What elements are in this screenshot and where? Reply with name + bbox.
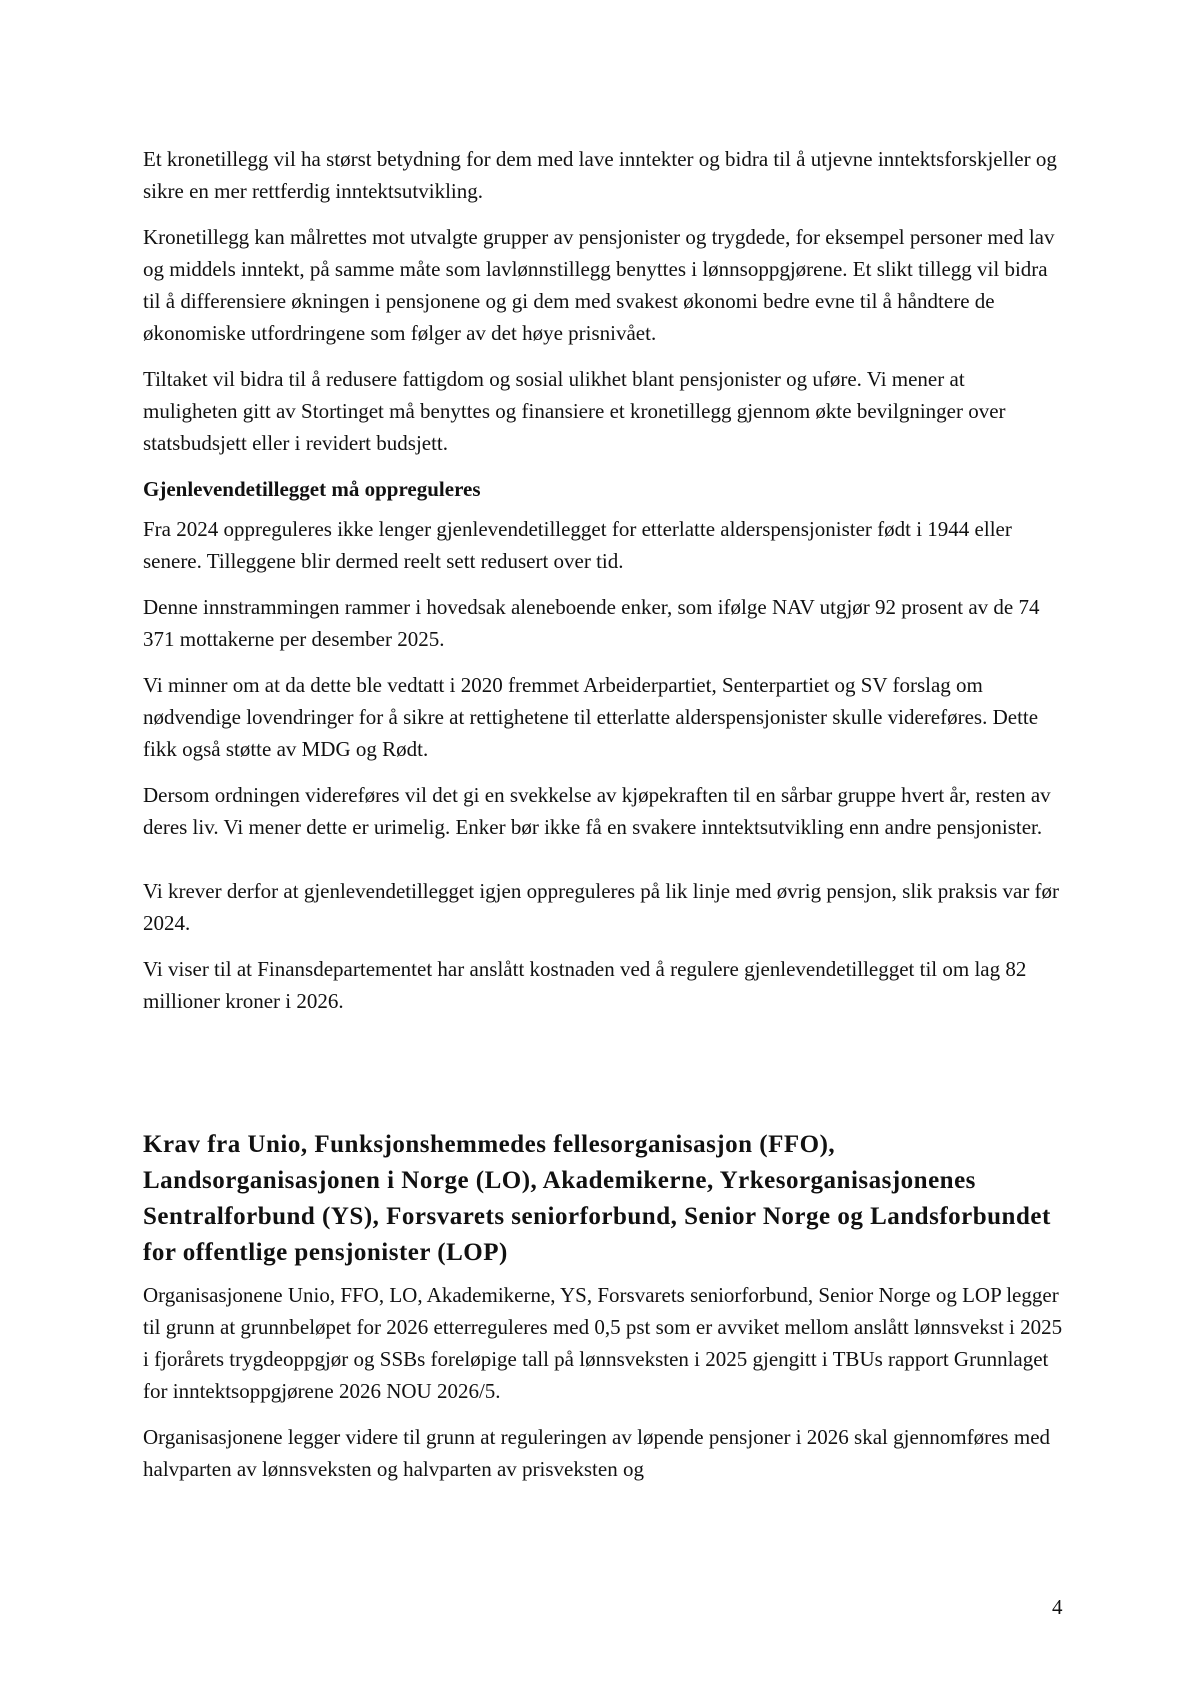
gjenlevende-paragraph-4: Dersom ordningen videreføres vil det gi en svekkelse av kjøpekraften til en sårbar gruppe hvert år, resten av deres liv. Vi mener dette er urimelig. Enker bør ikke få en svakere inntektsutvikling enn andre pensjonister. <box>143 783 1051 839</box>
gjenlevende-heading: Gjenlevendetillegget må oppreguleres <box>143 477 481 501</box>
paragraph-gap <box>143 857 1063 875</box>
krav-paragraph-2: Organisasjonene legger videre til grunn at reguleringen av løpende pensjoner i 2026 skal gjennomføres med halvparten av lønnsveksten og halvparten av prisveksten og <box>143 1425 1051 1481</box>
gjenlevende-paragraph-1: Fra 2024 oppreguleres ikke lenger gjenlevendetillegget for etterlatte alderspensjonister født i 1944 eller senere. Tilleggene blir dermed reelt sett redusert over tid. <box>143 517 1012 573</box>
gjenlevende-paragraph-6: Vi viser til at Finansdepartementet har anslått kostnaden ved å regulere gjenlevendetillegget til om lag 82 millioner kroner i 2026. <box>143 957 1027 1013</box>
gjenlevende-paragraph-2: Denne innstrammingen rammer i hovedsak aleneboende enker, som ifølge NAV utgjør 92 prosent av de 74 371 mottakerne per desember 2025. <box>143 595 1040 651</box>
gjenlevende-paragraph-3: Vi minner om at da dette ble vedtatt i 2020 fremmet Arbeiderpartiet, Senterpartiet og SV forslag om nødvendige lovendringer for å sikre at rettighetene til etterlatte alderspensjonister skulle videreføres. Dette fikk også støtte av MDG og Rødt. <box>143 673 1039 761</box>
krav-paragraph-1: Organisasjonene Unio, FFO, LO, Akademikerne, YS, Forsvarets seniorforbund, Senior Norge og LOP legger til grunn at grunnbeløpet for 2026 etterreguleres med 0,5 pst som er avviket mellom anslått lønnsvekst i 2025 i fjorårets trygdeoppgjør og SSBs foreløpige tall på lønnsveksten i 2025 gjengitt i TBUs rapport Grunnlaget for inntektsoppgjørene 2026 NOU 2026/5. <box>143 1283 1063 1403</box>
page-content <box>143 143 1063 1499</box>
intro-paragraph-1: Et kronetillegg vil ha størst betydning for dem med lave inntekter og bidra til å utjevne inntektsforskjeller og sikre en mer rettferdig inntektsutvikling. <box>143 147 1057 203</box>
page-number: 4 <box>1052 1595 1063 1619</box>
intro-paragraph-3: Tiltaket vil bidra til å redusere fattigdom og sosial ulikhet blant pensjonister og uføre. Vi mener at muligheten gitt av Stortinget må benyttes og finansiere et kronetillegg gjennom økte bevilgninger over statsbudsjett eller i revidert budsjett. <box>143 367 1006 455</box>
intro-paragraph-2: Kronetillegg kan målrettes mot utvalgte grupper av pensjonister og trygdede, for eksempel personer med lav og middels inntekt, på samme måte som lavlønnstillegg benyttes i lønnsoppgjørene. Et slikt tillegg vil bidra til å differensiere økningen i pensjonene og gi dem med svakest økonomi bedre evne til å håndtere de økonomiske utfordringene som følger av det høye prisnivået. <box>143 225 1055 345</box>
gjenlevende-paragraph-5: Vi krever derfor at gjenlevendetillegget igjen oppreguleres på lik linje med øvrig pensjon, slik praksis var før 2024. <box>143 879 1060 935</box>
krav-heading: Krav fra Unio, Funksjonshemmedes fellesorganisasjon (FFO), Landsorganisasjonen i Norge (LO), Akademikerne, Yrkesorganisasjonenes Sentralforbund (YS), Forsvarets seniorforbund, Senior Norge og Landsforbundet for offentlige pensjonister (LOP) <box>143 1131 1051 1266</box>
section-gap <box>143 1031 1063 1127</box>
